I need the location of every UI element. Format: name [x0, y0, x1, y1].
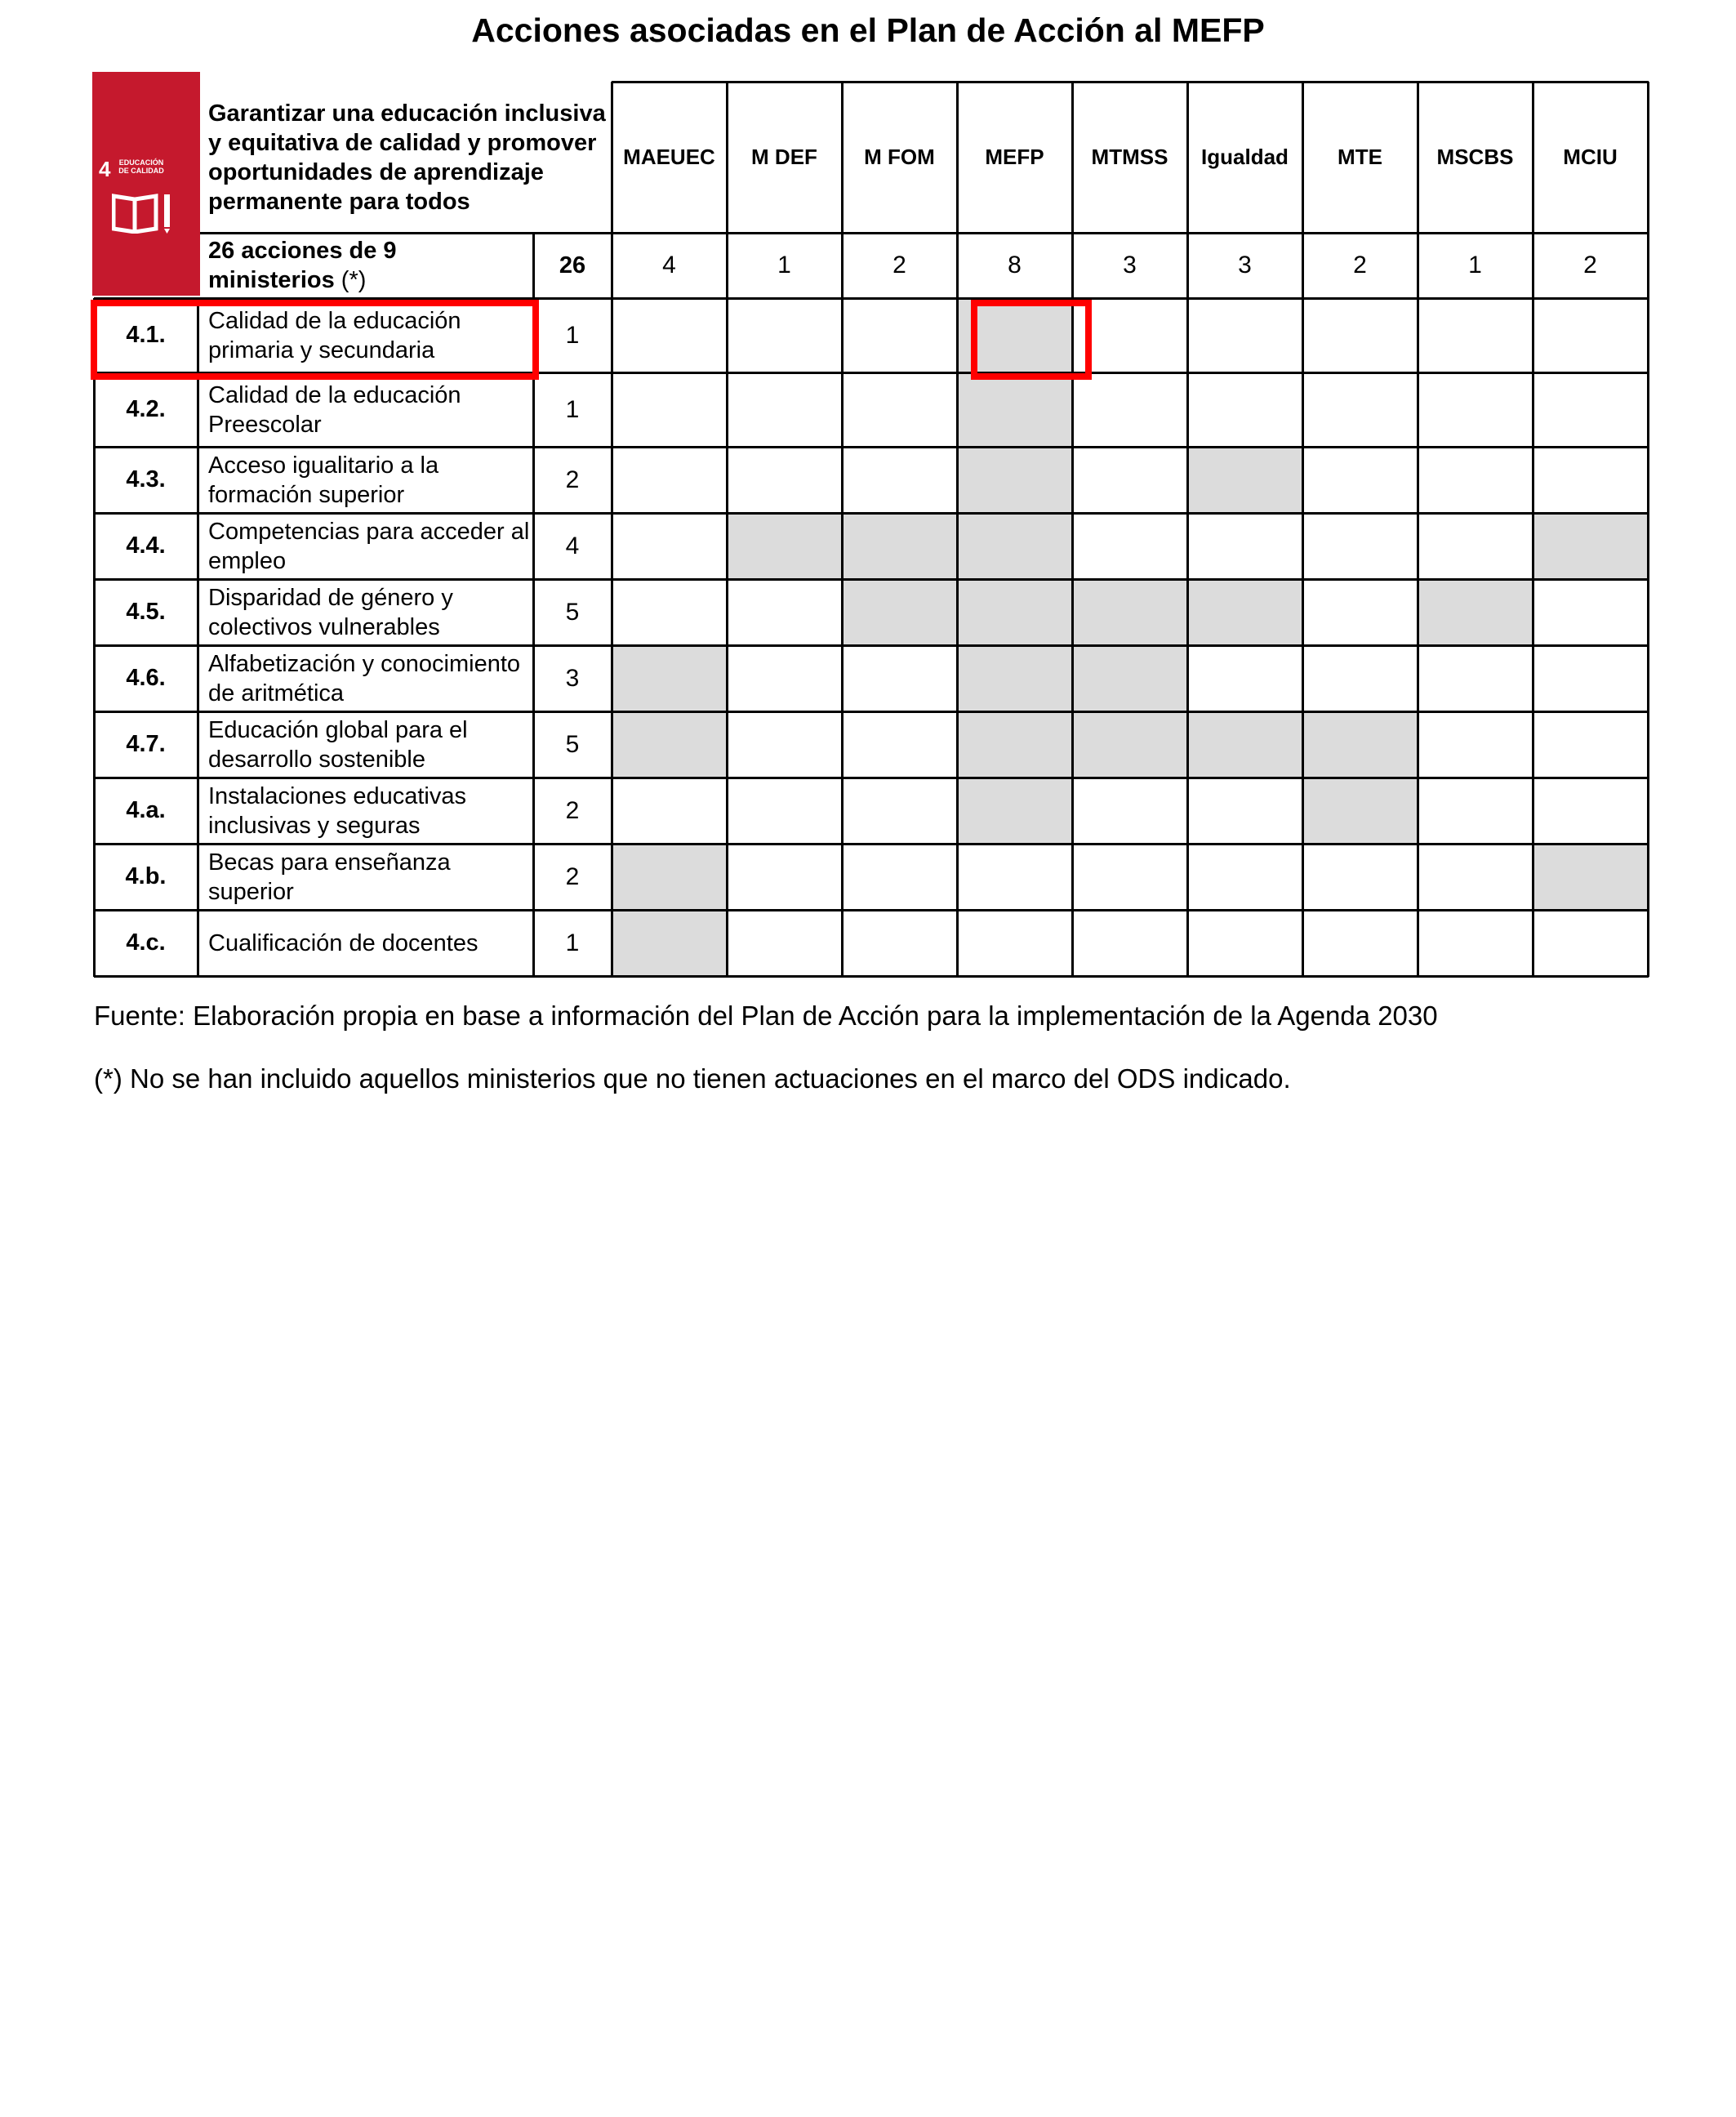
target-description: Competencias para acceder al empleo: [208, 518, 530, 574]
summary-header: [198, 233, 500, 298]
action-cell-filled: [612, 645, 727, 711]
action-cell-empty: [1187, 778, 1302, 844]
target-description: Cualificación de docentes: [208, 929, 479, 956]
target-count: 2: [565, 796, 580, 824]
action-cell-empty: [1302, 372, 1418, 447]
target-count: 2: [565, 466, 580, 493]
action-cell-filled: [842, 579, 957, 645]
action-cell-empty: [1533, 579, 1648, 645]
target-id: 4.5.: [126, 599, 166, 625]
action-cell-filled: [612, 844, 727, 910]
actions-table: [94, 82, 1648, 982]
action-cell-filled: [957, 513, 1072, 579]
ministry-header: MSCBS: [1436, 145, 1514, 169]
ministry-header: MAEUEC: [623, 145, 715, 169]
action-cell-empty: [1533, 910, 1648, 976]
action-cell-empty: [1302, 298, 1418, 372]
action-cell-empty: [1072, 910, 1187, 976]
ministry-header: MTE: [1338, 145, 1382, 169]
target-count: 3: [565, 664, 580, 692]
action-cell-filled: [1302, 711, 1418, 778]
total-count: 26: [559, 252, 586, 279]
ministry-count: 2: [1583, 252, 1597, 279]
action-cell-empty: [1302, 645, 1418, 711]
action-cell-filled: [957, 447, 1072, 513]
page-title: Acciones asociadas en el Plan de Acción al MEFP: [471, 11, 1265, 49]
ministry-count: 1: [777, 252, 791, 279]
grid-line: [94, 512, 1649, 515]
grid-line: [197, 298, 199, 977]
sdg4-logo: [92, 72, 200, 296]
source-note: Fuente: Elaboración propia en base a información del Plan de Acción para la implementación de la Agenda 2030: [94, 1001, 1438, 1031]
highlight-row-4-1: [91, 300, 539, 380]
action-cell-filled: [957, 645, 1072, 711]
action-cell-empty: [1187, 372, 1302, 447]
action-cell-empty: [612, 579, 727, 645]
action-cell-empty: [1187, 298, 1302, 372]
action-cell-empty: [957, 844, 1072, 910]
action-cell-empty: [1418, 298, 1533, 372]
action-cell-filled: [957, 711, 1072, 778]
grid-line: [94, 644, 1649, 647]
action-cell-filled: [1418, 579, 1533, 645]
grid-line: [612, 81, 1649, 83]
action-cell-empty: [1187, 645, 1302, 711]
target-description: Educación global para el desarrollo sostenible: [208, 716, 468, 773]
grid-line: [1647, 82, 1649, 977]
target-description: Instalaciones educativas inclusivas y seguras: [208, 782, 466, 839]
action-cell-empty: [1072, 844, 1187, 910]
action-cell-empty: [1418, 711, 1533, 778]
target-id: 4.b.: [125, 863, 167, 889]
action-cell-filled: [957, 579, 1072, 645]
action-cell-empty: [612, 513, 727, 579]
action-cell-empty: [727, 778, 842, 844]
action-cell-empty: [1533, 778, 1648, 844]
action-cell-empty: [842, 778, 957, 844]
grid-line: [956, 82, 959, 977]
grid-line: [841, 82, 844, 977]
action-cell-empty: [727, 910, 842, 976]
book-pencil-icon: [112, 191, 174, 234]
action-cell-empty: [1533, 645, 1648, 711]
target-id: 4.1.: [126, 322, 166, 348]
action-cell-empty: [1418, 372, 1533, 447]
action-cell-empty: [1533, 711, 1648, 778]
grid-line: [611, 82, 613, 977]
action-cell-empty: [727, 579, 842, 645]
action-cell-empty: [1302, 579, 1418, 645]
ministry-count: 2: [892, 252, 906, 279]
target-description: Alfabetización y conocimiento de aritmética: [208, 650, 521, 706]
grid-line: [1417, 82, 1419, 977]
target-description: Calidad de la educación primaria y secundaria: [208, 307, 461, 363]
grid-line: [94, 777, 1649, 779]
target-count: 4: [565, 532, 580, 559]
summary-text: 26 acciones de 9 ministerios: [208, 238, 397, 293]
ministry-header: Igualdad: [1201, 145, 1289, 169]
target-description: Acceso igualitario a la formación superior: [208, 452, 439, 508]
action-cell-empty: [842, 447, 957, 513]
action-cell-empty: [1418, 910, 1533, 976]
action-cell-filled: [612, 711, 727, 778]
grid-line: [1186, 82, 1189, 977]
target-id: 4.a.: [126, 797, 166, 823]
action-cell-empty: [1072, 513, 1187, 579]
target-count: 1: [565, 395, 580, 423]
action-cell-filled: [1302, 778, 1418, 844]
action-cell-empty: [1072, 372, 1187, 447]
target-description: Calidad de la educación Preescolar: [208, 381, 461, 438]
action-cell-empty: [1418, 844, 1533, 910]
ministry-count: 3: [1238, 252, 1252, 279]
target-description: Becas para enseñanza superior: [208, 849, 451, 905]
action-cell-empty: [727, 298, 842, 372]
target-count: 1: [565, 321, 580, 349]
target-id: 4.c.: [126, 929, 166, 956]
action-cell-filled: [1187, 711, 1302, 778]
ministry-header: MEFP: [985, 145, 1044, 169]
grid-line: [94, 446, 1649, 448]
ministry-header: M FOM: [864, 145, 935, 169]
action-cell-empty: [612, 372, 727, 447]
ministry-count: 8: [1008, 252, 1022, 279]
action-cell-empty: [1533, 447, 1648, 513]
action-cell-empty: [1187, 513, 1302, 579]
grid-line: [1071, 82, 1074, 977]
ministry-header: MTMSS: [1091, 145, 1168, 169]
grid-line: [726, 82, 728, 977]
grid-line: [1532, 82, 1534, 977]
action-cell-filled: [842, 513, 957, 579]
target-count: 5: [565, 730, 580, 758]
grid-line: [94, 975, 1649, 978]
action-cell-empty: [1072, 778, 1187, 844]
action-cell-filled: [1187, 579, 1302, 645]
action-cell-empty: [727, 711, 842, 778]
action-cell-empty: [1302, 844, 1418, 910]
grid-line: [1302, 82, 1304, 977]
action-cell-empty: [727, 645, 842, 711]
ministry-header: MCIU: [1563, 145, 1618, 169]
grid-line: [94, 711, 1649, 713]
action-cell-empty: [1418, 447, 1533, 513]
summary-note: (*): [341, 267, 367, 293]
target-count: 1: [565, 929, 580, 956]
grid-line: [94, 578, 1649, 581]
ministry-count: 4: [662, 252, 676, 279]
action-cell-empty: [842, 910, 957, 976]
action-cell-empty: [1302, 513, 1418, 579]
action-cell-filled: [1533, 844, 1648, 910]
target-description: Disparidad de género y colectivos vulnerables: [208, 584, 453, 640]
ministry-count: 3: [1123, 252, 1137, 279]
target-id: 4.7.: [126, 731, 166, 757]
action-cell-filled: [727, 513, 842, 579]
ministry-count: 1: [1468, 252, 1482, 279]
action-cell-empty: [1072, 447, 1187, 513]
ministry-count: 2: [1353, 252, 1367, 279]
action-cell-empty: [1533, 298, 1648, 372]
action-cell-empty: [1418, 513, 1533, 579]
action-cell-empty: [842, 298, 957, 372]
target-id: 4.2.: [126, 396, 166, 422]
action-cell-filled: [957, 778, 1072, 844]
action-cell-empty: [1302, 910, 1418, 976]
action-cell-empty: [1302, 447, 1418, 513]
target-id: 4.3.: [126, 466, 166, 492]
grid-line: [94, 909, 1649, 911]
action-cell-filled: [1533, 513, 1648, 579]
action-cell-filled: [1072, 711, 1187, 778]
target-count: 2: [565, 862, 580, 890]
action-cell-empty: [727, 372, 842, 447]
highlight-mefp-4-1: [971, 300, 1092, 380]
action-cell-empty: [842, 711, 957, 778]
ministry-header: M DEF: [751, 145, 817, 169]
target-id: 4.4.: [126, 533, 166, 559]
action-cell-empty: [612, 447, 727, 513]
action-cell-empty: [1187, 844, 1302, 910]
action-cell-empty: [842, 844, 957, 910]
action-cell-empty: [842, 372, 957, 447]
action-cell-empty: [957, 910, 1072, 976]
action-cell-empty: [612, 778, 727, 844]
goal-header: Garantizar una educación inclusiva y equitativa de calidad y promover oportunidades de aprendizaje permanente para todos: [208, 100, 606, 215]
action-cell-filled: [1072, 579, 1187, 645]
action-cell-empty: [612, 298, 727, 372]
logo-number: 4: [99, 157, 111, 181]
action-cell-empty: [727, 447, 842, 513]
action-cell-filled: [1187, 447, 1302, 513]
grid-line: [93, 298, 96, 977]
action-cell-filled: [612, 910, 727, 976]
action-cell-empty: [1533, 372, 1648, 447]
action-cell-empty: [1187, 910, 1302, 976]
action-cell-empty: [727, 844, 842, 910]
grid-line: [94, 843, 1649, 845]
action-cell-empty: [1418, 778, 1533, 844]
target-count: 5: [565, 598, 580, 626]
action-cell-empty: [1418, 645, 1533, 711]
target-id: 4.6.: [126, 665, 166, 691]
logo-text: EDUCACIÓN DE CALIDAD: [118, 158, 164, 175]
exclusion-note: (*) No se han incluido aquellos ministerios que no tienen actuaciones en el marco del ODS indicado.: [94, 1063, 1291, 1094]
action-cell-filled: [957, 372, 1072, 447]
grid-line: [198, 232, 1649, 234]
action-cell-empty: [842, 645, 957, 711]
action-cell-filled: [1072, 645, 1187, 711]
